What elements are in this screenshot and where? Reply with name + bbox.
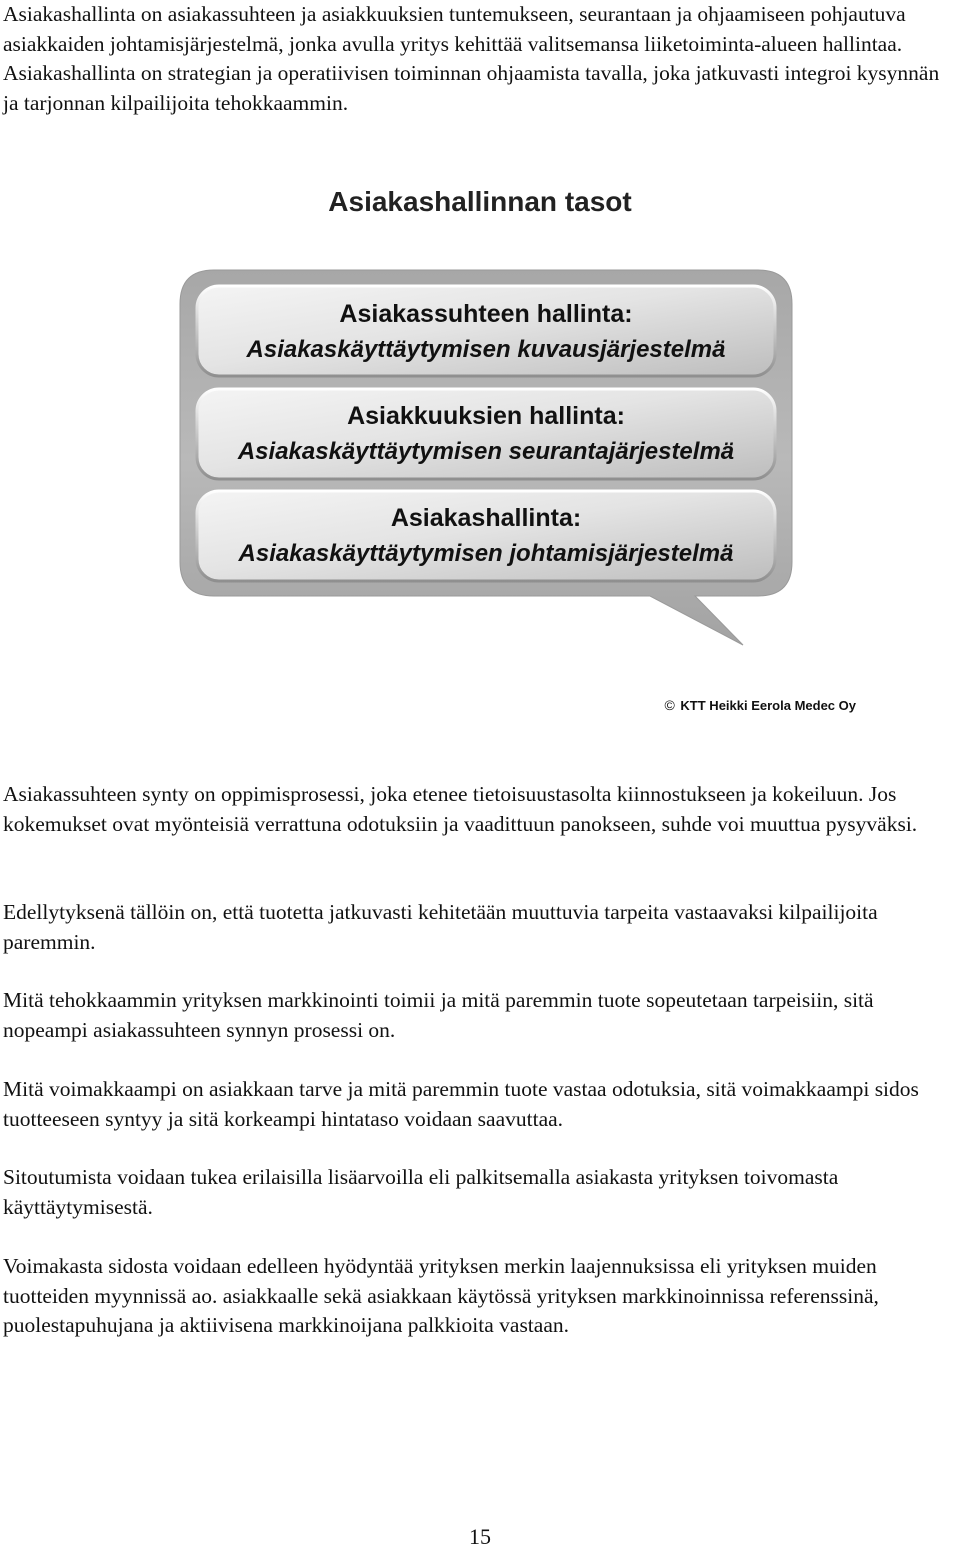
level-2-heading: Asiakkuuksien hallinta:: [347, 402, 625, 430]
body-paragraph: Edellytyksenä tällöin on, että tuotetta jatkuvasti kehitetään muuttuvia tarpeita vastaavaksi kilpailijoita paremmin.: [3, 900, 878, 954]
level-1-heading: Asiakassuhteen hallinta:: [339, 300, 633, 328]
copyright-notice: [664, 697, 856, 713]
level-3: [199, 500, 773, 572]
copyright-text: KTT Heikki Eerola Medec Oy: [680, 698, 856, 713]
level-2-subheading: Asiakaskäyttäytymisen seurantajärjestelmä: [237, 438, 735, 465]
level-3-heading: Asiakashallinta:: [390, 504, 582, 532]
copyright-symbol: ©: [664, 697, 675, 713]
body-paragraph: Sitoutumista voidaan tukea erilaisilla lisäarvoilla eli palkitsemalla asiakasta yrityksen toivomasta käyttäytymisestä.: [3, 1165, 839, 1219]
level-1-subheading: Asiakaskäyttäytymisen kuvausjärjestelmä: [246, 336, 726, 363]
diagram-title: Asiakashallinnan tasot: [328, 186, 632, 217]
level-1: [199, 296, 773, 368]
level-3-subheading: Asiakaskäyttäytymisen johtamisjärjestelmä: [238, 540, 734, 567]
body-paragraph: Mitä tehokkaammin yrityksen markkinointi toimii ja mitä paremmin tuote sopeutetaan tarpeisiin, sitä nopeampi asiakassuhteen synnyn prosessi on.: [3, 988, 874, 1042]
body-paragraph: Asiakassuhteen synty on oppimisprosessi, joka etenee tietoisuustasolta kiinnostukseen ja kokeiluun. Jos kokemukset ovat myönteisiä verrattuna odotuksiin ja vaadittuun panokseen, suhde voi muuttua pysyväksi.: [3, 782, 918, 836]
intro-paragraph: Asiakashallinta on asiakassuhteen ja asiakkuuksien tuntemukseen, seurantaan ja ohjaamiseen pohjautuva asiakkaiden johtamisjärjestelmä, jonka avulla yritys kehittää valitsemansa liiketoiminta-alueen hallintaa. Asiakashallinta on strategian ja operatiivisen toiminnan ohjaamista tavalla, joka jatkuvasti integroi kysynnän ja tarjonnan kilpailijoita tehokkaammin.: [3, 2, 940, 115]
body-paragraph: Mitä voimakkaampi on asiakkaan tarve ja mitä paremmin tuote vastaa odotuksia, sitä voimakkaampi sidos tuotteeseen syntyy ja sitä korkeampi hintataso voidaan saavuttaa.: [3, 1077, 919, 1131]
page-number: 15: [469, 1524, 491, 1549]
body-paragraph: Voimakasta sidosta voidaan edelleen hyödyntää yrityksen merkin laajennuksissa eli yrityksen muiden tuotteiden myynnissä ao. asiakkaalle sekä asiakkaan käytössä yrityksen markkinoinnissa referenssinä, puolestapuhujana ja aktiivisena markkinoijana palkkioita vastaan.: [3, 1254, 879, 1338]
level-2: [199, 398, 773, 470]
